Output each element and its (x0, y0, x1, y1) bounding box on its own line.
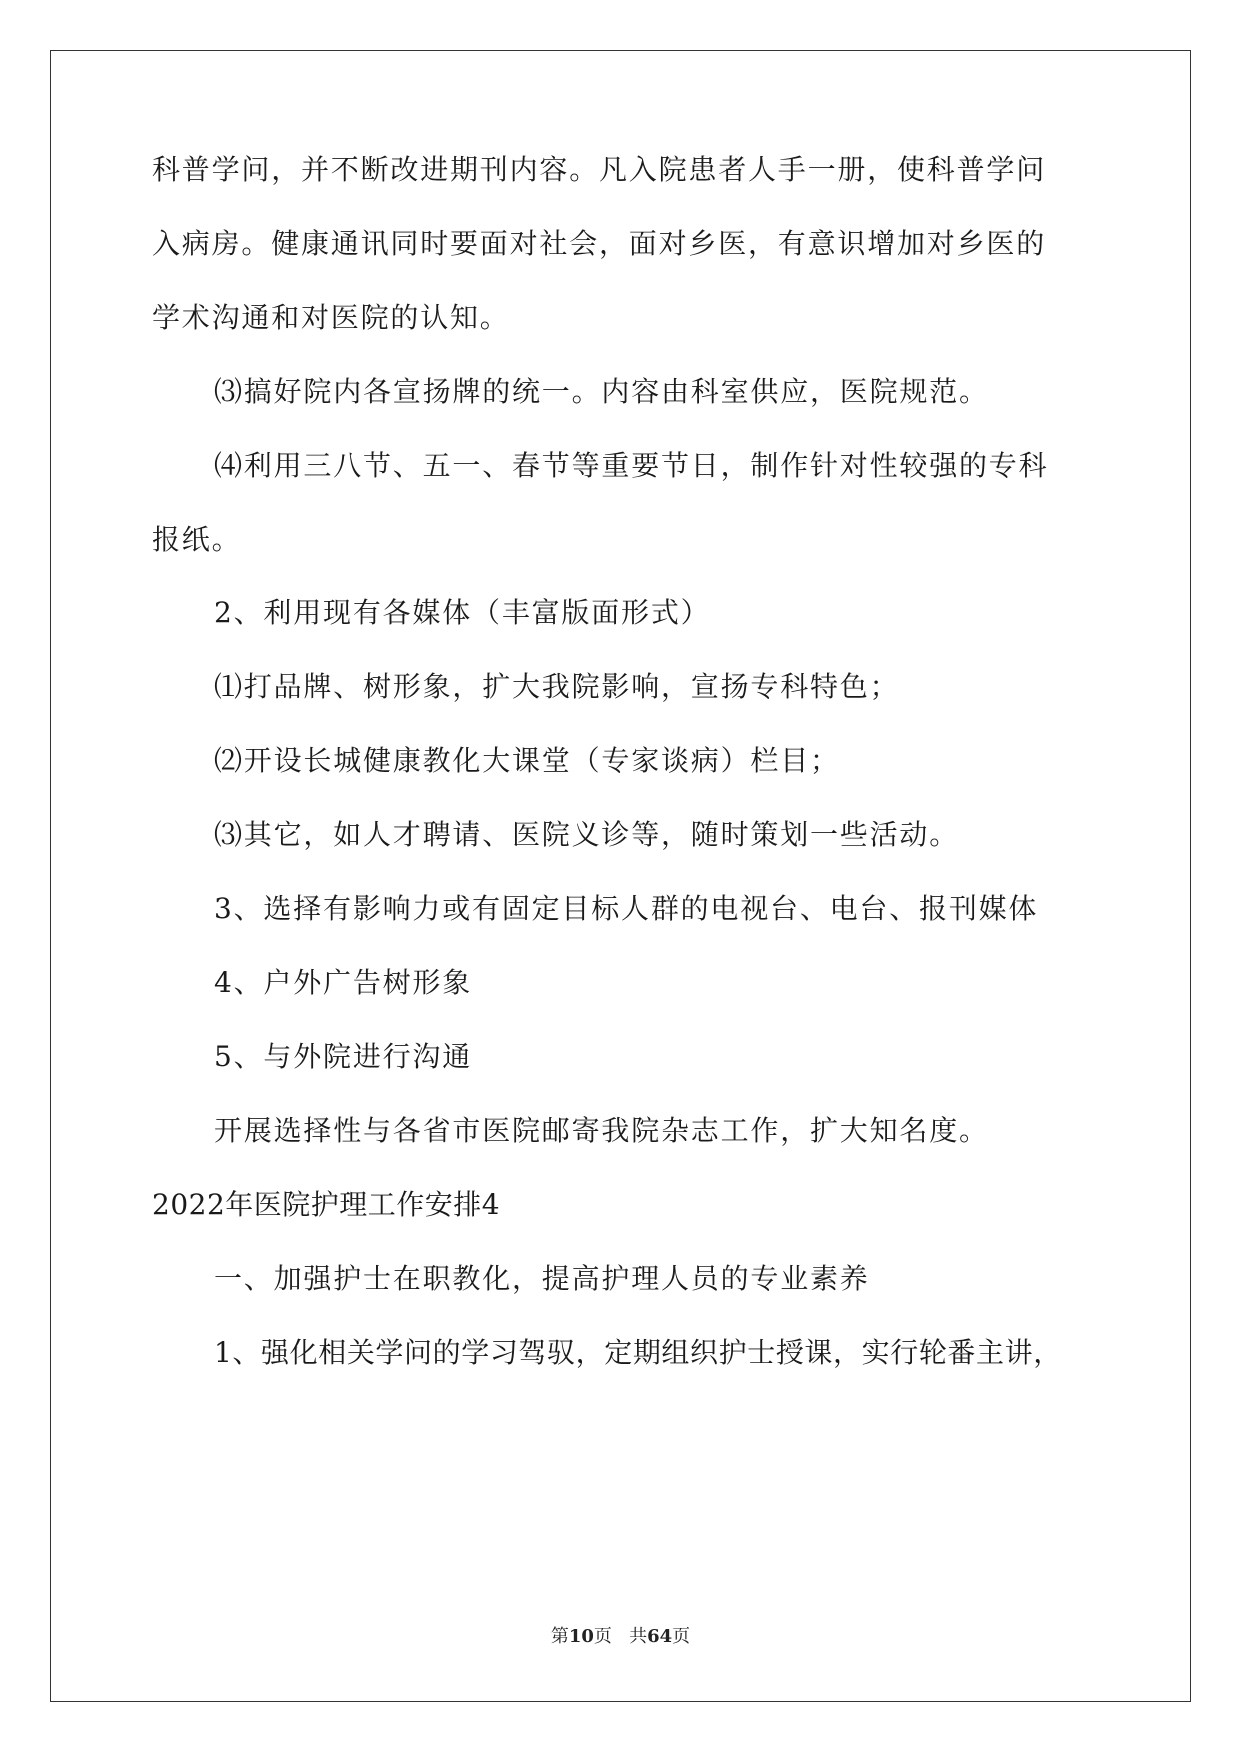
body-line: 3、选择有影响力或有固定目标人群的电视台、电台、报刊媒体 (214, 892, 1039, 925)
footer-suffix: 页 (672, 1626, 691, 1647)
body-line: 2、利用现有各媒体（丰富版面形式） (214, 596, 711, 629)
body-line: 入病房。健康通讯同时要面对社会，面对乡医，有意识增加对乡医的 (152, 227, 1047, 260)
footer-total-pages: 64 (647, 1626, 673, 1647)
body-line: ⑵开设长城健康教化大课堂（专家谈病）栏目； (214, 744, 840, 777)
footer-mid: 页 共 (593, 1626, 648, 1647)
body-line: 4、户外广告树形象 (214, 966, 473, 999)
body-line: ⑷利用三八节、五一、春节等重要节日，制作针对性较强的专科 (214, 449, 1049, 482)
body-line: ⑴打品牌、树形象，扩大我院影响，宣扬专科特色； (214, 670, 900, 703)
body-line: 一、加强护士在职教化，提高护理人员的专业素养 (214, 1262, 870, 1295)
body-line: ⑶其它，如人才聘请、医院义诊等，随时策划一些活动。 (214, 818, 960, 851)
body-line: ⑶搞好院内各宣扬牌的统一。内容由科室供应，医院规范。 (214, 375, 989, 408)
body-line: 1、强化相关学问的学习驾驭，定期组织护士授课，实行轮番主讲， (214, 1336, 1062, 1369)
body-line: 开展选择性与各省市医院邮寄我院杂志工作，扩大知名度。 (214, 1114, 989, 1147)
body-line: 报纸。 (152, 523, 242, 556)
body-line: 科普学问，并不断改进期刊内容。凡入院患者人手一册，使科普学问 (152, 153, 1047, 186)
page-footer (0, 1625, 1241, 1649)
body-line: 学术沟通和对医院的认知。 (152, 301, 510, 334)
body-line: 5、与外院进行沟通 (214, 1040, 473, 1073)
section-heading: 2022年医院护理工作安排4 (152, 1188, 501, 1221)
footer-page-number: 10 (568, 1626, 594, 1647)
footer-prefix: 第 (550, 1626, 569, 1647)
